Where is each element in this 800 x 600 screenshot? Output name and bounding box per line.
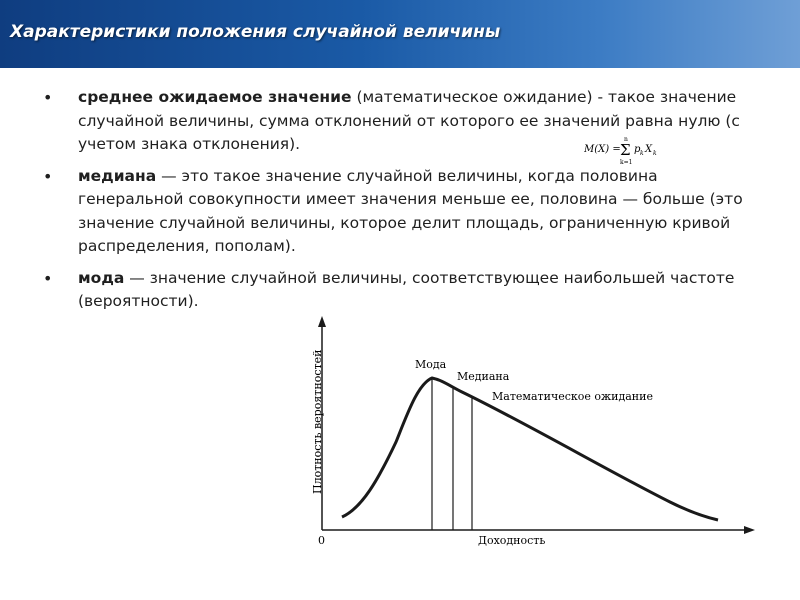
formula-upper: n	[624, 136, 628, 143]
bullet-marker: •	[43, 166, 53, 186]
definition-mean: (математическое ожидание) - такое значение случайной величины, сумма отклонений от которого ее значений равна нулю (с учетом знака отклонения).	[78, 88, 740, 153]
formula-body2: X	[645, 144, 653, 155]
bullet-marker: •	[43, 88, 53, 107]
distribution-chart	[300, 312, 760, 564]
mode-label: Мода	[415, 358, 447, 371]
formula-sub1: k	[640, 150, 644, 157]
formula-sub2: k	[653, 150, 657, 157]
formula-body: p	[634, 144, 641, 155]
x-axis-arrow	[744, 526, 755, 534]
term-median: медиана	[78, 166, 157, 185]
y-axis-label: Плотность вероятностей	[311, 349, 324, 494]
bullet-marker: •	[43, 268, 53, 288]
formula-sigma: Σ	[620, 141, 631, 159]
bullet-mode	[40, 267, 755, 314]
y-axis-arrow	[318, 316, 326, 327]
definition-median: — это такое значение случайной величины, когда половина генеральной совокупности имеет значения меньше ее, половина — больше (это значение случайной величины, которое делит площадь, ограниченную кривой распределения, пополам).	[78, 166, 743, 255]
bullet-list	[40, 86, 755, 322]
term-mode: мода	[78, 268, 125, 287]
bullet-median	[40, 165, 755, 259]
x-axis-label: Доходность	[478, 534, 546, 547]
formula-lhs: M(X) =	[584, 144, 621, 155]
mean-label: Математическое ожидание	[492, 390, 653, 403]
slide-title: Характеристики положения случайной величины	[10, 22, 501, 42]
expectation-formula	[584, 134, 674, 166]
formula-lower: k=1	[620, 159, 633, 166]
origin-label: 0	[318, 534, 325, 547]
definition-mode: — значение случайной величины, соответствующее наибольшей частоте (вероятности).	[78, 268, 735, 310]
title-bar	[0, 0, 800, 68]
term-mean: среднее ожидаемое значение	[78, 88, 352, 106]
median-label: Медиана	[457, 370, 510, 383]
